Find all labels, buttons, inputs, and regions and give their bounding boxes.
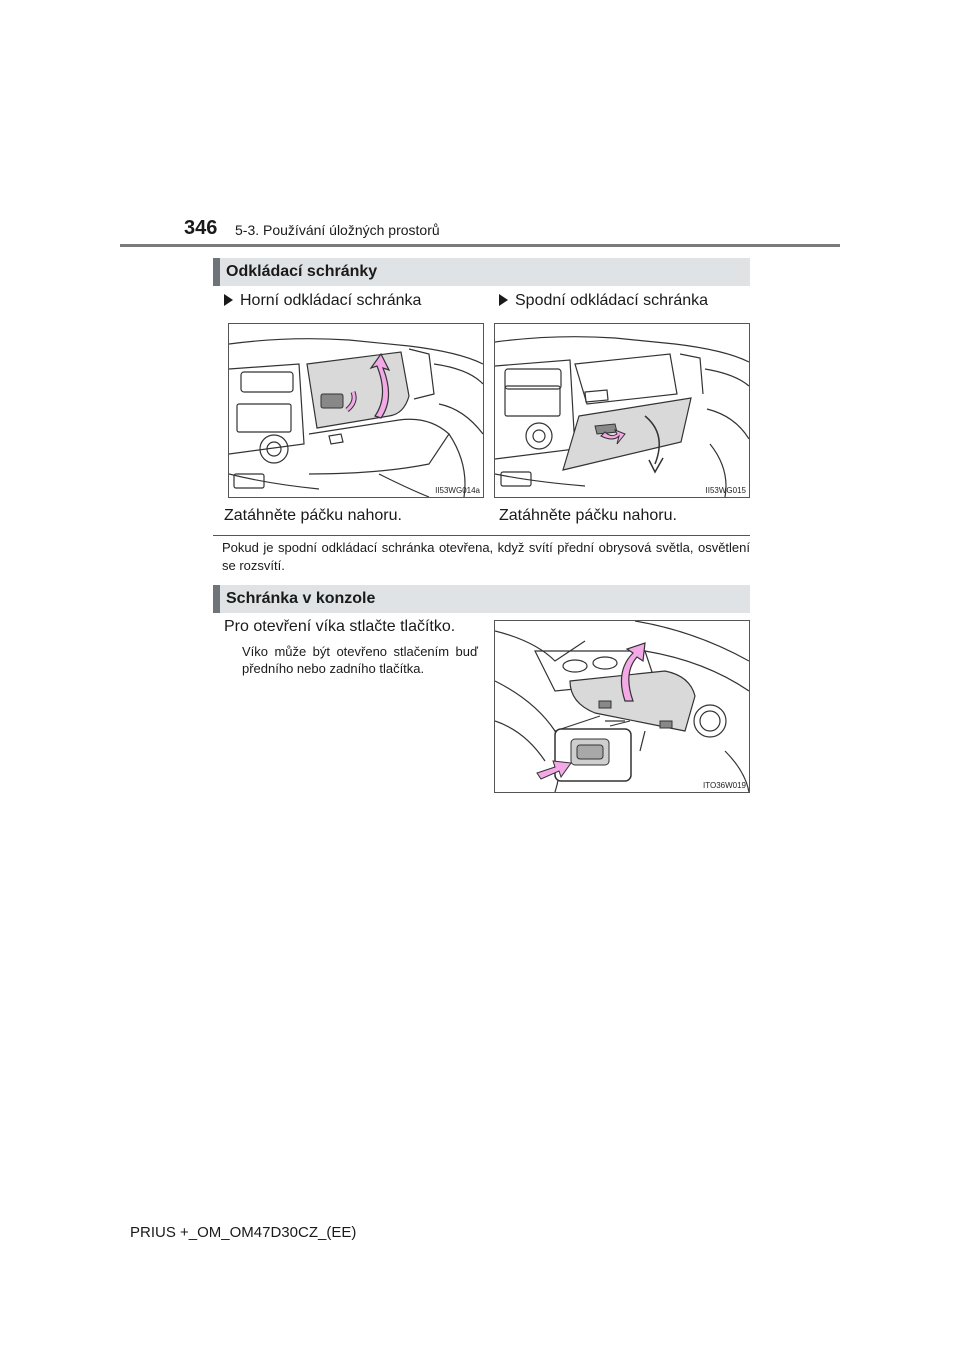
dashboard-illustration-lower [495,324,749,497]
console-illustration [495,621,749,792]
caption-upper: Zatáhněte páčku nahoru. [224,507,402,524]
instruction-text: Pro otevření víka stlačte tlačítko. [224,618,456,635]
footer-document-id: PRIUS +_OM_OM47D30CZ_(EE) [130,1224,357,1241]
figure-console-box [494,620,750,793]
section-header-glove-boxes: Odkládací schránky [213,258,750,286]
figure-lower-glove-box [494,323,750,498]
bullet-upper-label: Horní odkládací schránka [240,292,422,309]
figure-upper-glove-box [228,323,484,498]
bullet-lower-label: Spodní odkládací schránka [515,292,709,309]
divider-rule [213,535,750,536]
figure-code-lower: II53WG015 [705,486,746,495]
detail-text: Víko může být otevřeno stlačením buď předního nebo zadního tlačítka. [242,644,478,676]
section-header-console-box: Schránka v konzole [213,585,750,613]
dashboard-illustration-upper [229,324,483,497]
note-lighting: Pokud je spodní odkládací schránka otevřena, když svítí přední obrysová světla, osvětlení se rozsvítí. [222,540,750,573]
triangle-bullet-icon [499,294,508,306]
figure-code-upper: II53WG014a [435,486,480,495]
page-number: 346 [184,217,218,239]
bullet-upper-glove-box [224,292,421,310]
figure-code-console: ITO36W019 [703,781,746,790]
caption-lower: Zatáhněte páčku nahoru. [499,507,677,524]
chapter-title: 5-3. Používání úložných prostorů [235,222,440,238]
header-rule [120,244,840,247]
bullet-lower-glove-box [499,292,708,310]
triangle-bullet-icon [224,294,233,306]
